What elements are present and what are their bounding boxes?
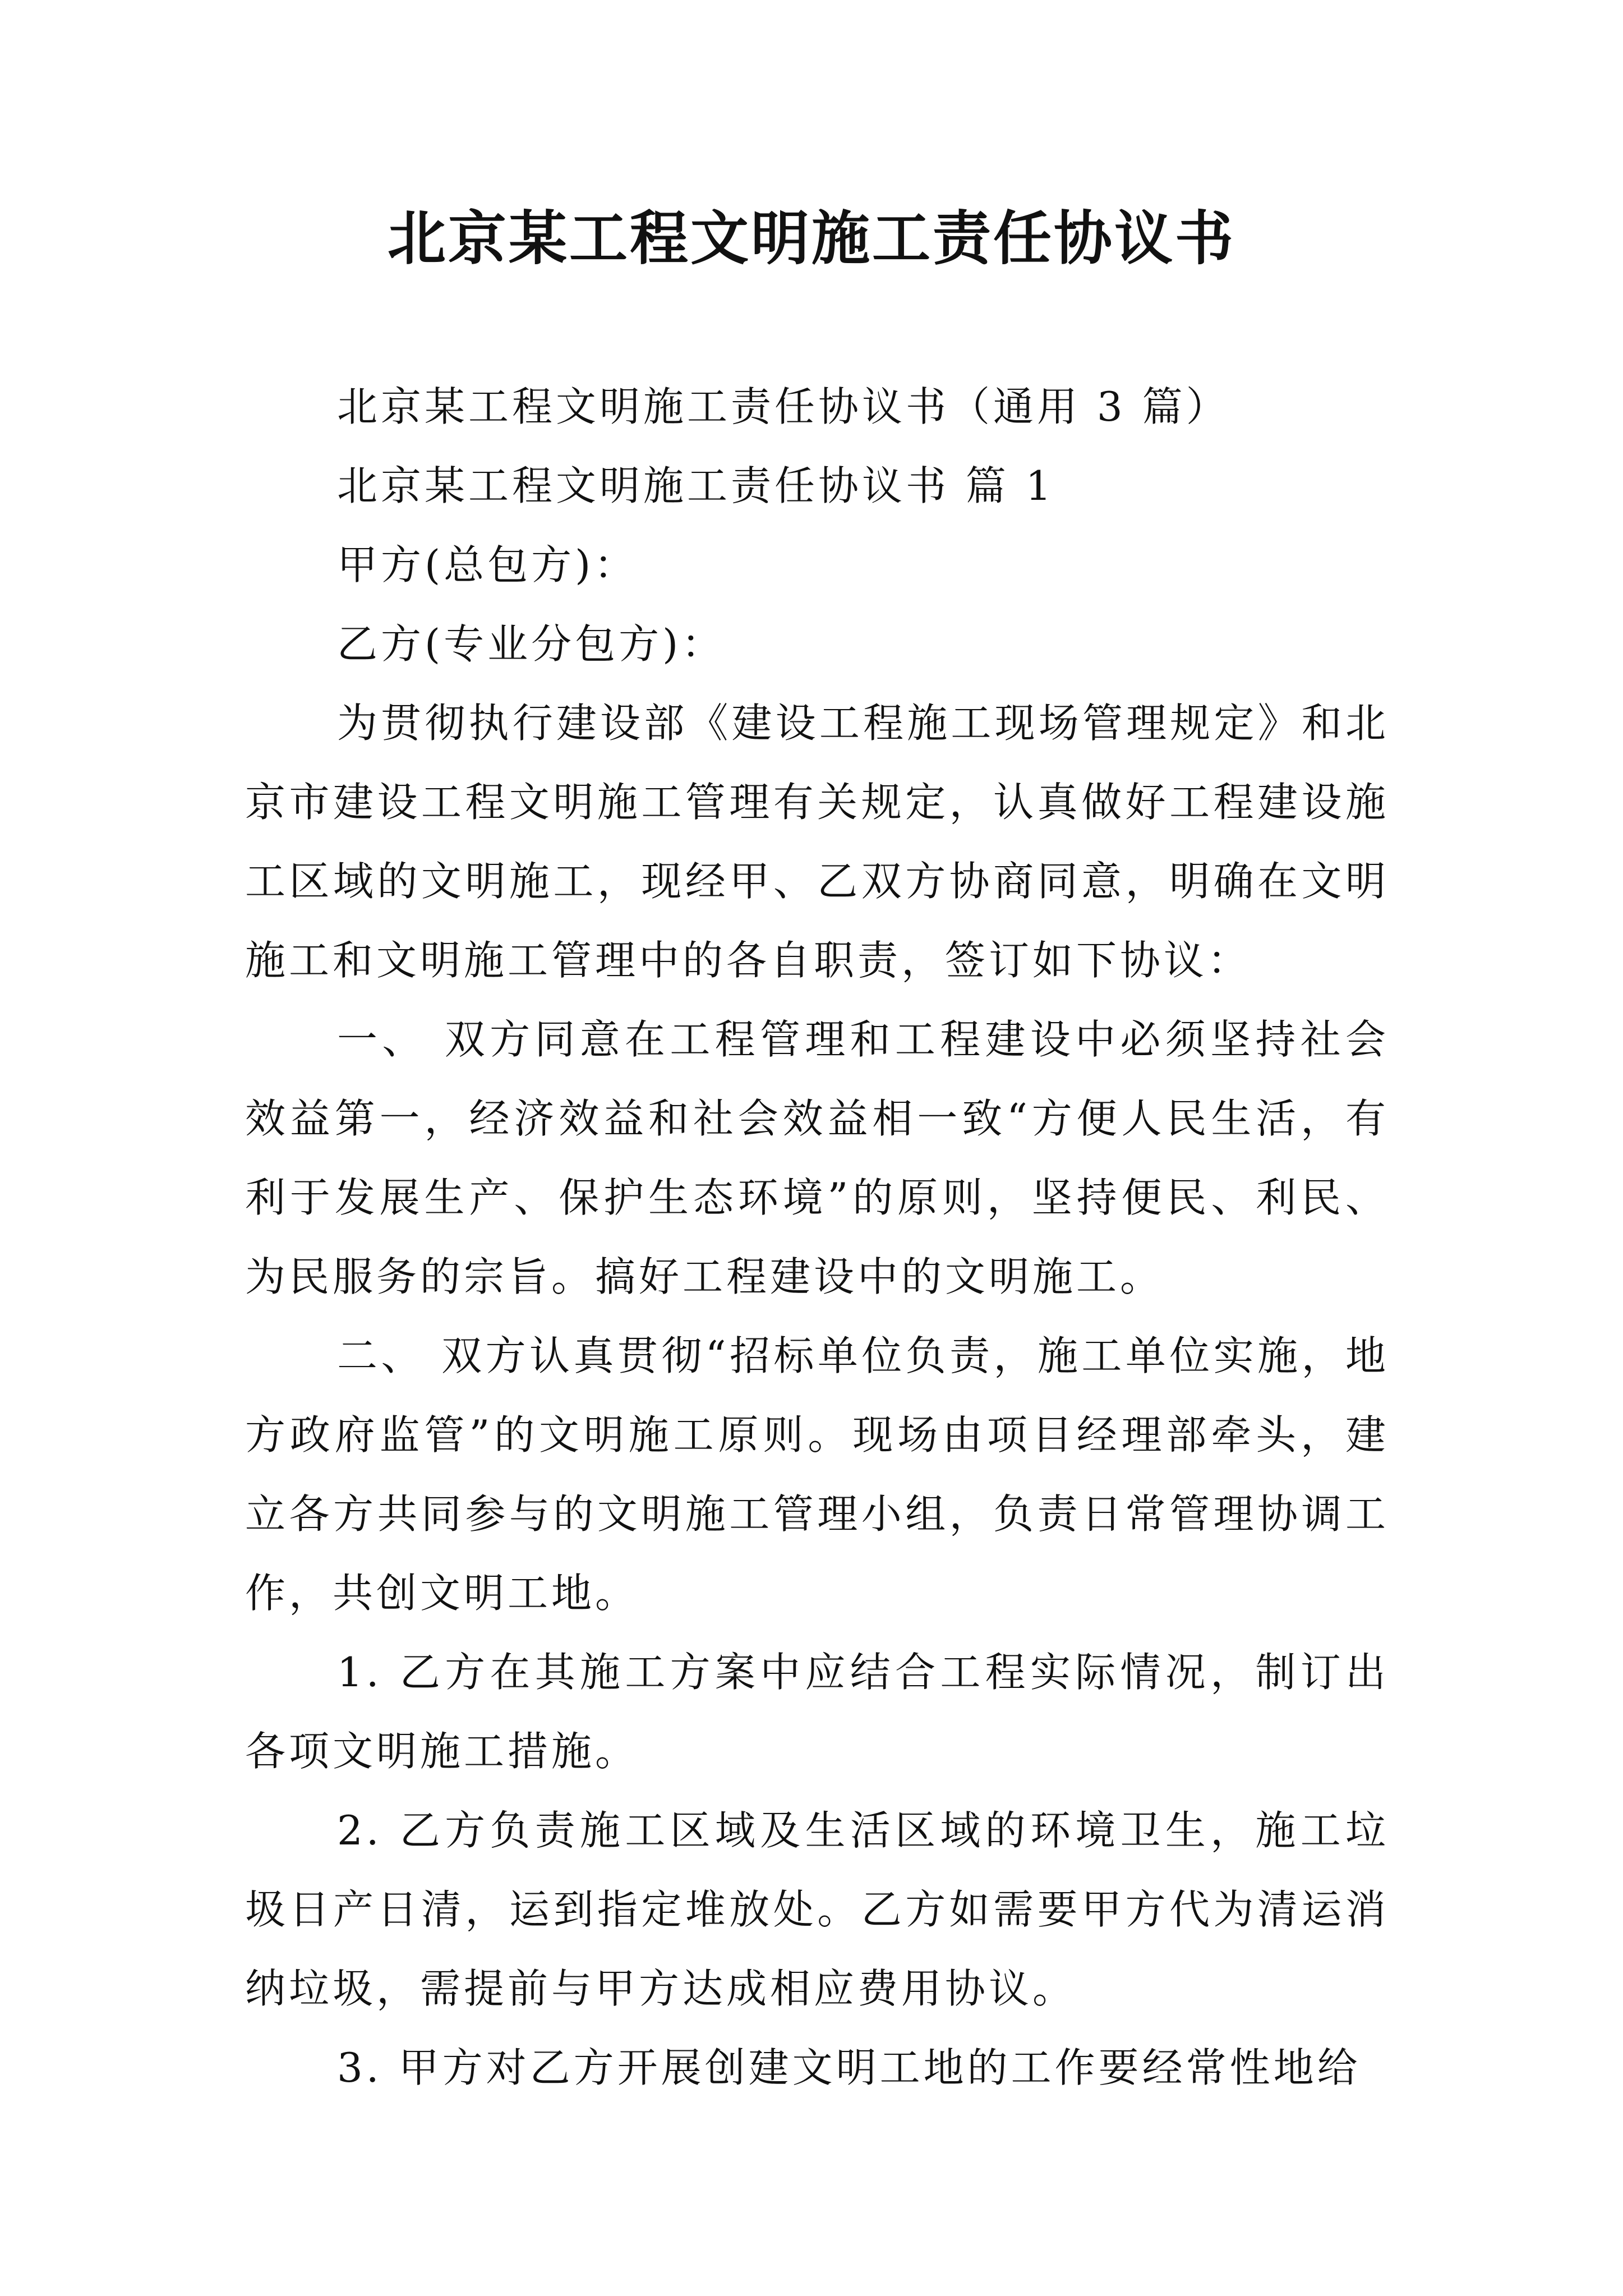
paragraph-item-2: 2. 乙方负责施工区域及生活区域的环境卫生，施工垃圾日产日清，运到指定堆放处。乙方如需要甲方代为清运消纳垃圾，需提前与甲方达成相应费用协议。 [245,1807,1389,2012]
paragraph-subtitle: 北京某工程文明施工责任协议书（通用 3 篇） [337,383,1230,430]
paragraph-party-b: 乙方(专业分包方)： [337,620,726,668]
paragraph-clause-2: 二、 双方认真贯彻“招标单位负责，施工单位实施，地方政府监管”的文明施工原则。现场由项目经理部牵头，建立各方共同参与的文明施工管理小组，负责日常管理协调工作，共创文明工地。 [245,1332,1389,1617]
paragraph-clause-1: 一、 双方同意在工程管理和工程建设中必须坚持社会效益第一，经济效益和社会效益相一致“方便人民生活，有利于发展生产、保护生态环境”的原则，坚持便民、利民、为民服务的宗旨。搞好工程建设中的文明施工。 [245,1016,1389,1300]
paragraph-party-a: 甲方(总包方)： [337,541,638,588]
paragraph-item-3: 3. 甲方对乙方开展创建文明工地的工作要经常性地给 [337,2044,1361,2091]
document-body [245,367,1389,2108]
document-title: 北京某工程文明施工责任协议书 [387,204,1235,273]
paragraph-item-1: 1. 乙方在其施工方案中应结合工程实际情况，制订出各项文明施工措施。 [245,1649,1389,1775]
paragraph-section-heading: 北京某工程文明施工责任协议书 篇 1 [337,462,1055,509]
paragraph-preamble: 为贯彻执行建设部《建设工程施工现场管理规定》和北京市建设工程文明施工管理有关规定，认真做好工程建设施工区域的文明施工，现经甲、乙双方协商同意，明确在文明施工和文明施工管理中的各自职责，签订如下协议： [245,700,1389,984]
